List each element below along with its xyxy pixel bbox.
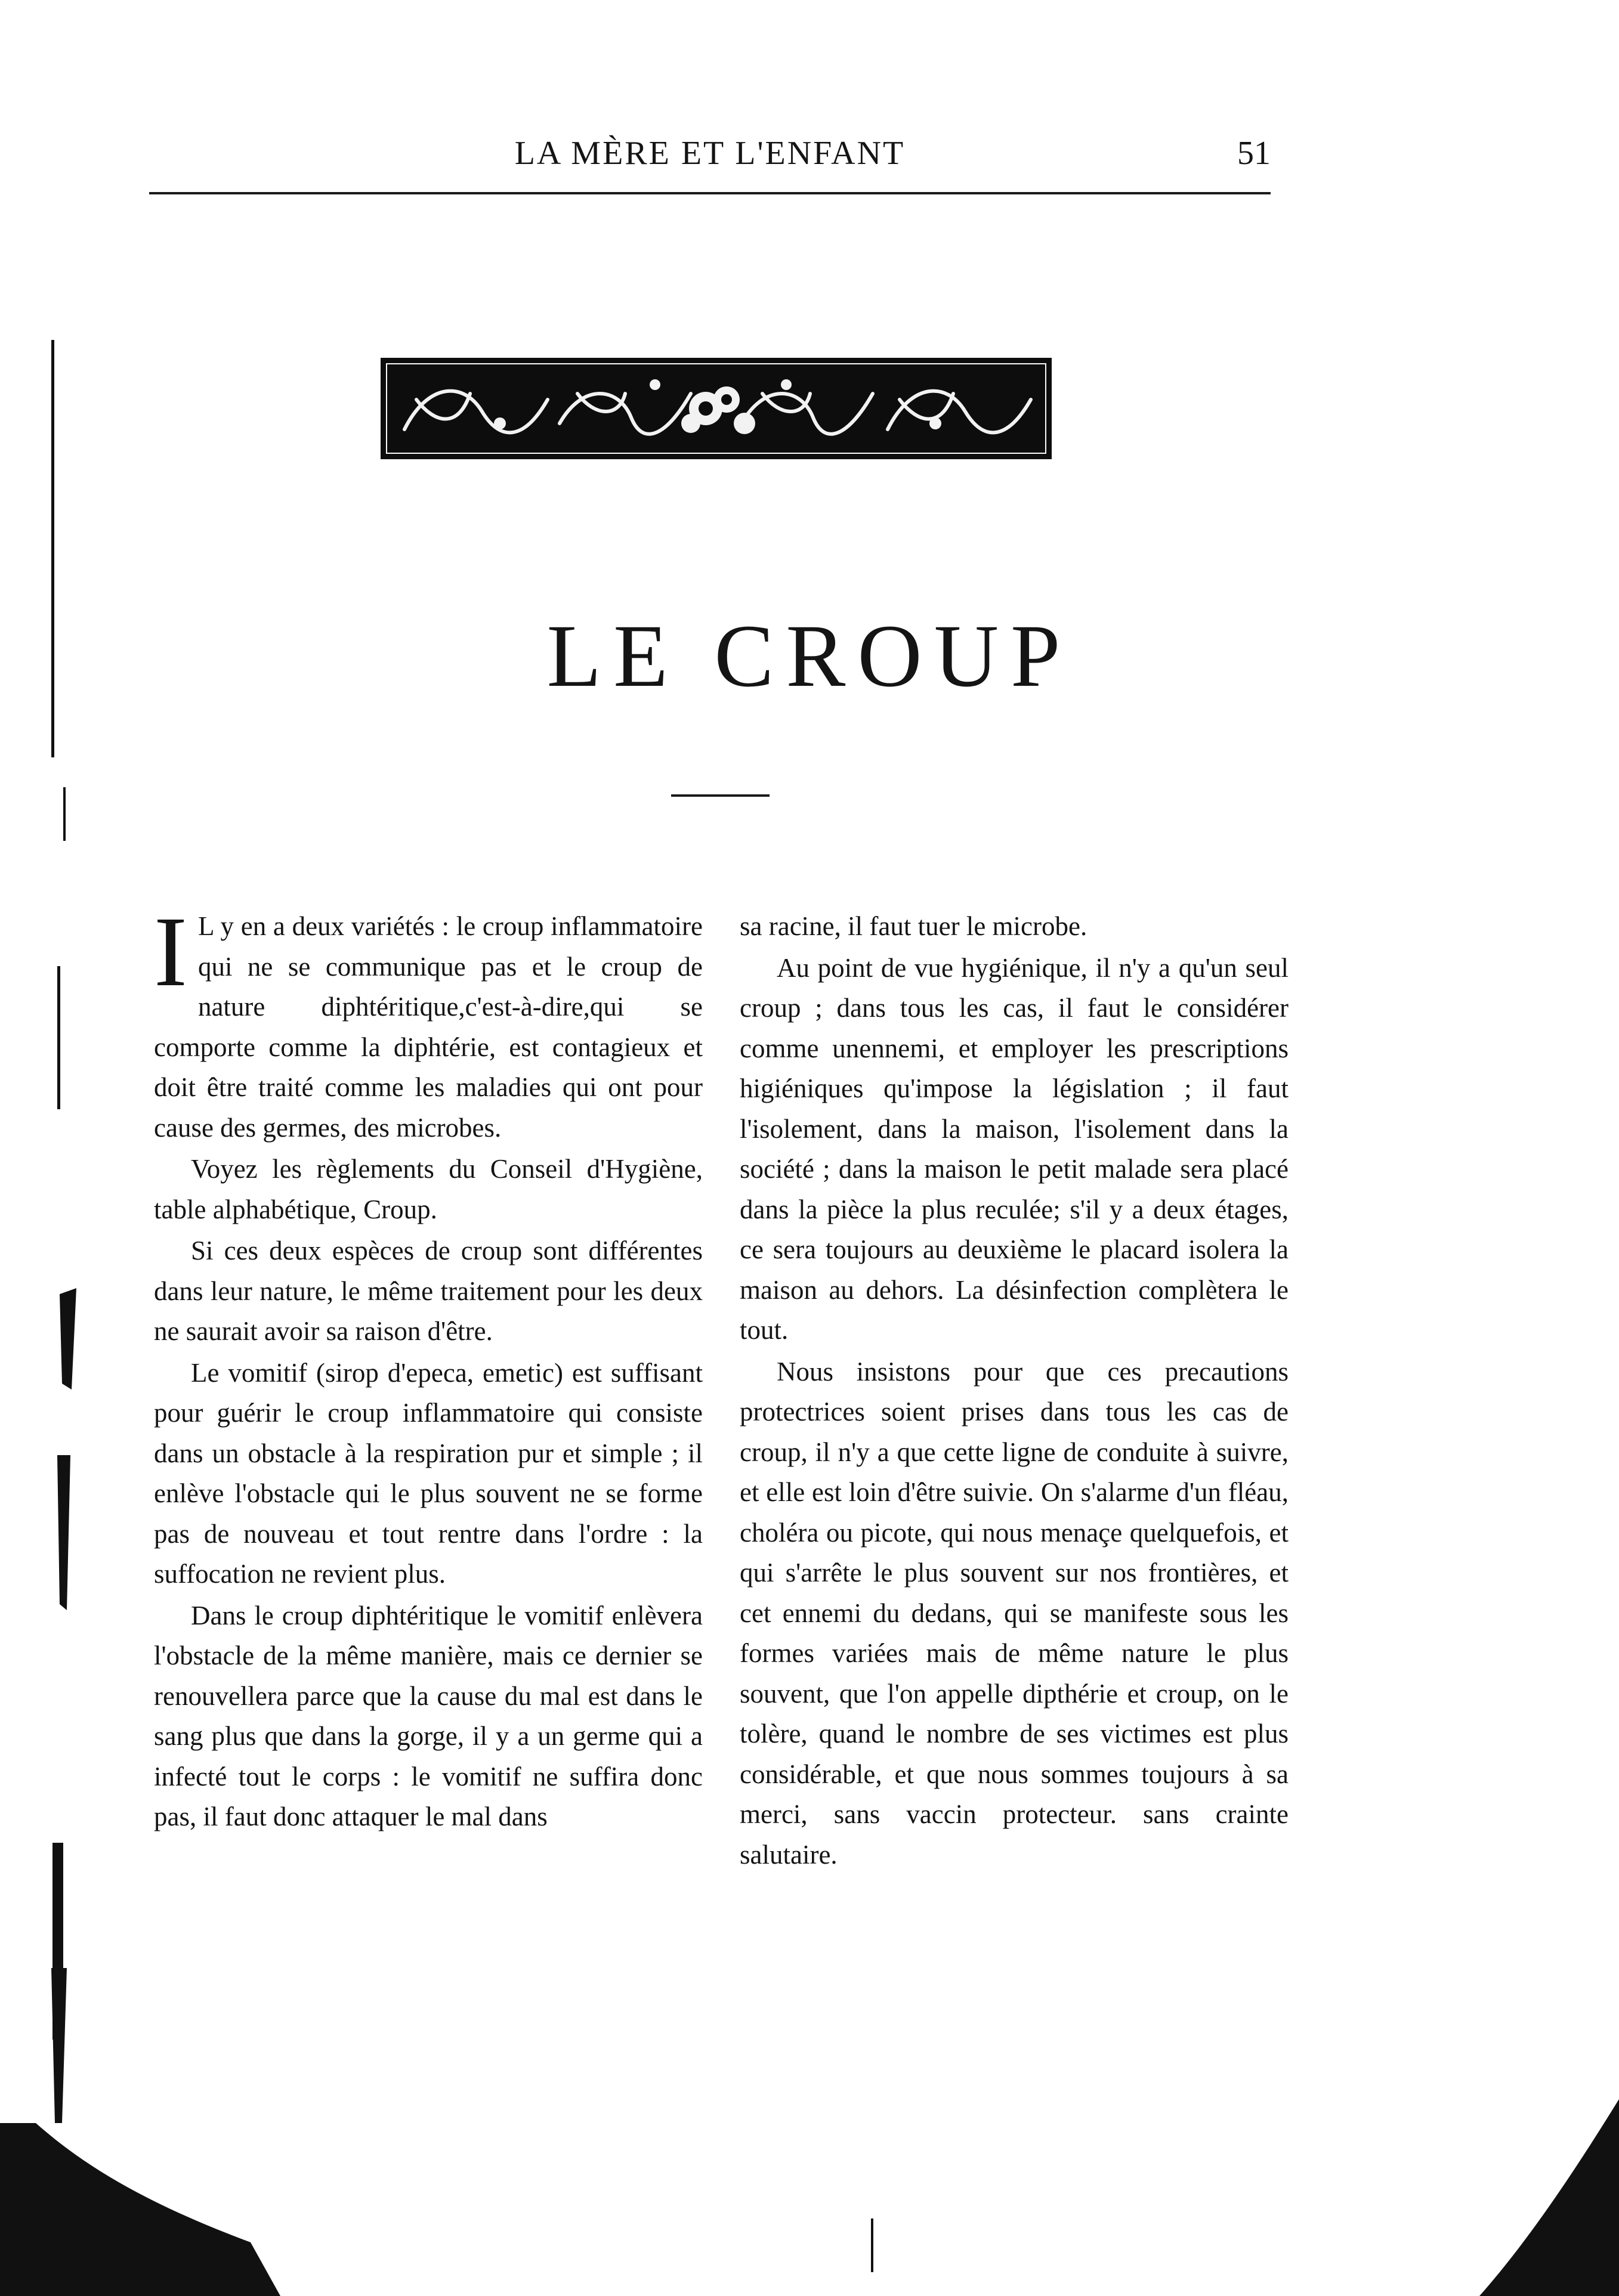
paragraph: sa racine, il faut tuer le microbe. bbox=[740, 911, 1087, 941]
drop-cap: I bbox=[154, 896, 187, 1007]
paragraph: Voyez les règlements du Conseil d'Hygiène, table alphabétique, Croup. bbox=[154, 1154, 703, 1224]
paragraph: I L y en a deux variétés : le croup inflammatoire qui ne se communique pas et le croup de nature diphtéritique,c'est-à-dire,qui se comporte comme la diphtérie, est contagieux et doit être traité comme les maladies qui ont pour cause des germes, des microbes. bbox=[154, 896, 703, 1143]
paragraph: Si ces deux espèces de croup sont différentes dans leur nature, le même traitement pour les deux ne saurait avoir sa raison d'être. bbox=[154, 1236, 703, 1346]
paragraph: Nous insistons pour que ces precautions protectrices soient prises dans tous les cas de croup, il n'y a que cette ligne de conduite à suivre, et elle est loin d'être suivie. On s'alarme d'un fléau, choléra ou picote, qui nous menaçe quelquefois, et qui s'arrête le plus souvent sur nos frontières, et cet ennemi du dedans, qui se manifeste sous les formes variées mais de même nature le plus souvent, que l'on appelle dipthérie et croup, on le tolère, quand le nombre de ses victimes est plus considérable, et que nous sommes toujours à sa merci, sans vaccin protecteur. sans crainte salutaire. bbox=[740, 1356, 1289, 1870]
paragraph: Au point de vue hygiénique, il n'y a qu'un seul croup ; dans tous les cas, il faut le considérer comme unennemi, et employer les prescriptions higiéniques qu'impose la législation ; il faut l'isolement, dans la maison, l'isolement dans la société ; dans la maison le petit malade sera placé dans la pièce la plus reculée; s'il y a deux étages, ce sera toujours au deuxième le placard isolera la maison au dehors. La désinfection complètera le tout. bbox=[740, 952, 1289, 1345]
paragraph: Dans le croup diphtéritique le vomitif enlèvera l'obstacle de la même manière, mais ce dernier se renouvellera parce que la cause du mal est dans le sang plus que dans la gorge, il y a un germe qui a infecté tout le corps : le vomitif ne suffira donc pas, il faut donc attaquer le mal dans bbox=[154, 1600, 703, 1831]
page-number: 51 bbox=[1237, 135, 1271, 172]
paragraph: Le vomitif (sirop d'epeca, emetic) est suffisant pour guérir le croup inflammatoire qui consiste dans un obstacle à la respiration pur et simple ; il enlève l'obstacle qui le plus souvent ne se forme pas de nouveau et tout rentre dans l'ordre : la suffocation ne revient plus. bbox=[154, 1357, 703, 1589]
chapter-title: LE CROUP bbox=[546, 607, 1073, 705]
running-title: LA MÈRE ET L'ENFANT bbox=[514, 135, 906, 172]
